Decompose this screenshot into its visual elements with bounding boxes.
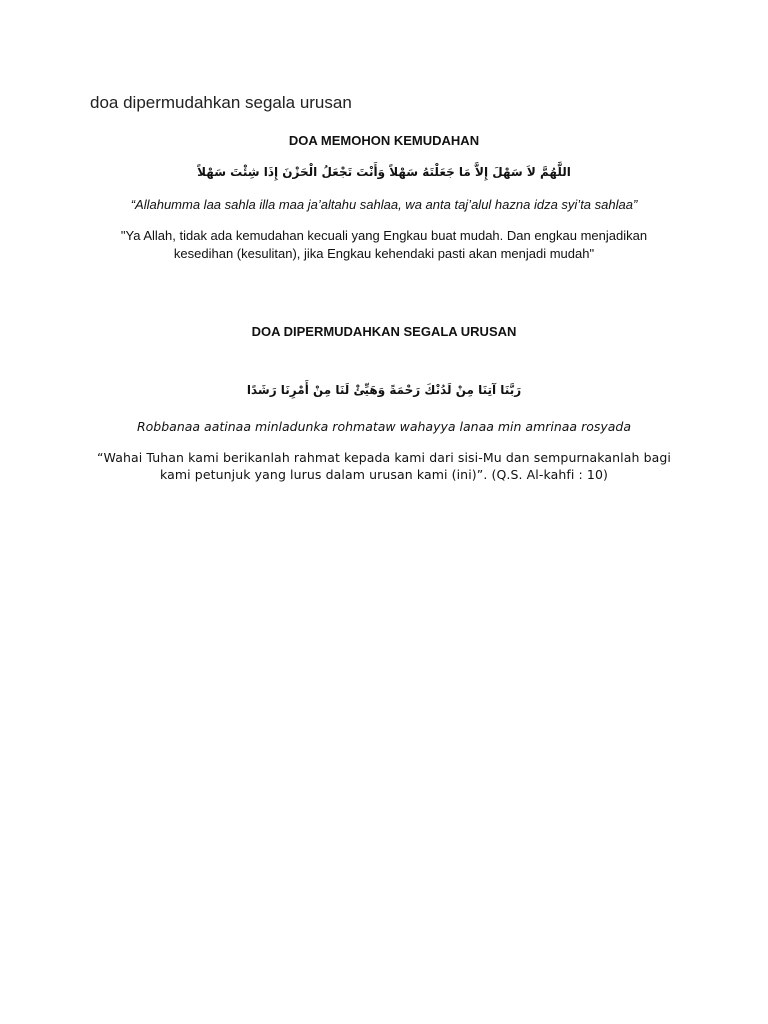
translation-line: “Wahai Tuhan kami berikanlah rahmat kepada kami dari sisi-Mu dan sempurnakanlah bagi [96,450,671,465]
translation [0,227,768,263]
latin-transliteration: Robbanaa aatinaa minladunka rohmataw wahayya lanaa min amrinaa rosyada [136,419,632,434]
translation-line: "Ya Allah, tidak ada kemudahan kecuali yang Engkau buat mudah. Dan engkau menjadikan [120,228,648,243]
arabic-prayer: اللَّهُمَّ لاَ سَهْلَ إِلاَّ مَا جَعَلْتَهُ سَهْلاً وَأَنْتَ تَجْعَلُ الْحَزْنَ إِذَا شِئْتَ سَهْلاً [197,165,571,179]
arabic-prayer: رَبَّنَا آتِنَا مِنْ لَدُنْكَ رَحْمَةً وَهَيِّئْ لَنَا مِنْ أَمْرِنَا رَشَدًا [246,383,522,397]
translation-line: kami petunjuk yang lurus dalam urusan kami (ini)”. (Q.S. Al-kahfi : 10) [159,467,608,482]
section-heading: DOA DIPERMUDAHKAN SEGALA URUSAN [251,324,517,339]
translation [0,449,768,483]
translation-line: kesedihan (kesulitan), jika Engkau kehendaki pasti akan menjadi mudah" [173,246,595,261]
document-title: doa dipermudahkan segala urusan [90,93,352,112]
section-heading: DOA MEMOHON KEMUDAHAN [288,133,480,148]
latin-transliteration: “Allahumma laa sahla illa maa ja’altahu sahlaa, wa anta taj’alul hazna idza syi’ta sahlaa” [130,197,638,212]
